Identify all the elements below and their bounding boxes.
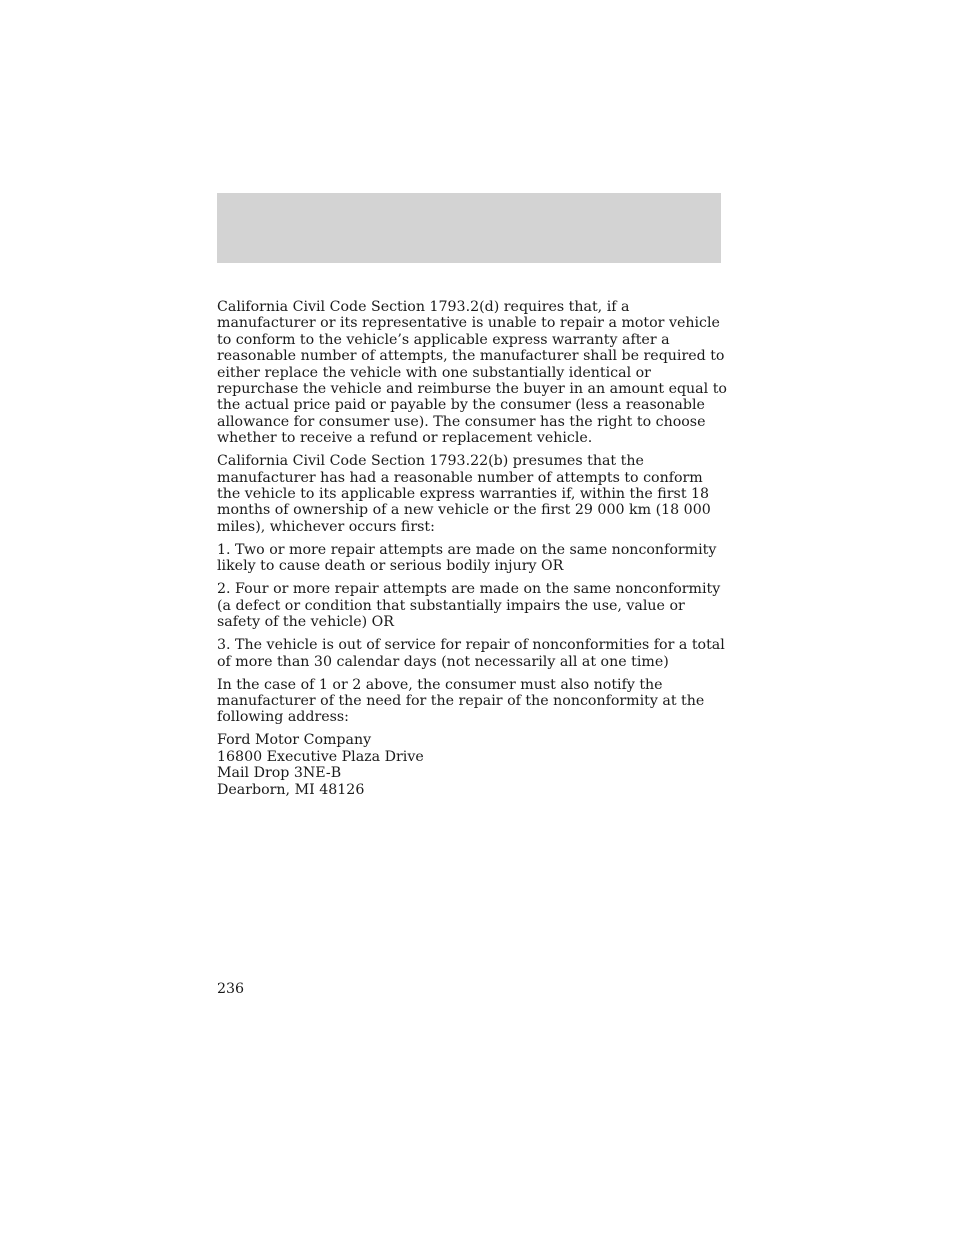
page-number: 236: [217, 981, 245, 997]
paragraph-notify-manufacturer: In the case of 1 or 2 above, the consumer must also notify the manufacturer of the need for the repair of the nonconformity at the following address:: [217, 676, 705, 726]
paragraph-civil-code-1793-2d: California Civil Code Section 1793.2(d) requires that, if a manufacturer or its representative is unable to repair a motor vehicle to conform to the vehicle’s applicable express warranty after a reasonable number of attempts, the manufacturer shall be required to either replace the vehicle with one substantially identical or repurchase the vehicle and reimburse the buyer in an amount equal to the actual price paid or payable by the consumer (less a reasonable allowance for consumer use). The consumer has the right to choose whether to receive a refund or replacement vehicle.: [217, 299, 727, 447]
address-line-company: Ford Motor Company: [217, 732, 372, 749]
address-line-street: 16800 Executive Plaza Drive: [217, 748, 424, 765]
page-body: [217, 299, 727, 798]
address-line-mail-drop: Mail Drop 3NE-B: [217, 765, 342, 782]
paragraph-civil-code-1793-22b: California Civil Code Section 1793.22(b) presumes that the manufacturer has had a reasonable number of attempts to conform the vehicle to its applicable express warranties if, within the first 18 months of ownership of a new vehicle or the first 29 000 km (18 000 miles), whichever occurs first:: [217, 453, 711, 535]
condition-item-3: 3. The vehicle is out of service for repair of nonconformities for a total of more than 30 calendar days (not necessarily all at one time): [217, 637, 725, 670]
condition-item-1: 1. Two or more repair attempts are made on the same nonconformity likely to cause death or serious bodily injury OR: [217, 541, 717, 575]
condition-item-2: 2. Four or more repair attempts are made on the same nonconformity (a defect or condition that substantially impairs the use, value or safety of the vehicle) OR: [217, 581, 721, 631]
address-line-city: Dearborn, MI 48126: [217, 781, 365, 798]
mailing-address: [217, 732, 727, 798]
section-header-band: [217, 193, 721, 263]
